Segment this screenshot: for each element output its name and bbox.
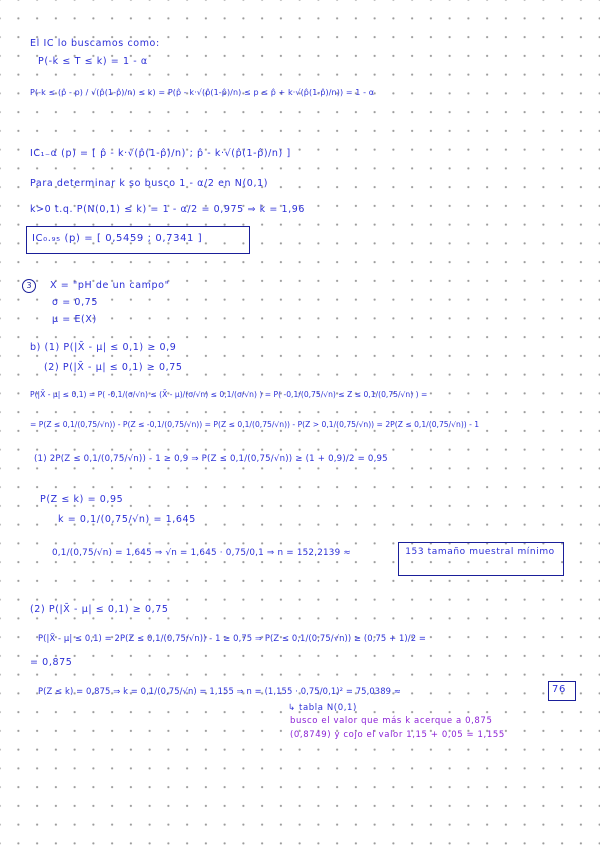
k-equals-1645: k = 0,1/(0,75/√n) = 1,645 xyxy=(58,514,196,525)
case-2-result: 76 xyxy=(552,684,566,695)
determine-k-line: Para determinar k so busco 1 - α/2 en N(0,1) xyxy=(30,178,269,189)
mu-definition: μ = E(X) xyxy=(52,314,97,325)
case-2-equation: P(|X̄ - μ| ≤ 0,1) = 2P(Z ≤ 0,1/(0,75/√n)) - 1 ≥ 0,75 ⇒ P(Z ≤ 0,1/(0,75/√n)) ≥ (0,75 + 1)/2 = xyxy=(38,633,427,643)
condition-1: b) (1) P(|X̄ - μ| ≤ 0,1) ≥ 0,9 xyxy=(30,342,177,353)
case-2-result-prob: = 0,875 xyxy=(30,657,73,668)
ic-result: IC₀.₉₅ (p) = [ 0,5459 ; 0,7341 ] xyxy=(32,233,203,244)
standardization-line: P(|X̄ - μ| ≤ 0,1) = P( -0,1/(σ/√n) ≤ (X̄ - μ)/(σ/√n) ≤ 0,1/(σ/√n) ) = P( -0,1/(0,75/√n) ≤ Z ≤ 0,1/(0,75/√n) ) = xyxy=(30,390,428,399)
case-1-result: 153 tamaño muestral mínimo xyxy=(405,547,555,557)
table-note: ↳ tabla N(0,1) xyxy=(288,703,357,713)
condition-2: (2) P(|X̄ - μ| ≤ 0,1) ≥ 0,75 xyxy=(44,362,183,373)
quantile-095: P(Z ≤ k) = 0,95 xyxy=(40,494,124,505)
k-value-line: k>0 t.q. P(N(0,1) ≤ k) = 1 - α/2 = 0,975 ⇒ k = 1,96 xyxy=(30,204,306,215)
solve-n-case-2: P(Z ≤ k) = 0,875 ⇒ k = 0,1/(0,75/√n) = 1,155 ⇒ n = (1,155 · 0,75/0,1)² = 75,0389 ≈ xyxy=(38,686,401,696)
case-2-title: (2) P(|X̄ - μ| ≤ 0,1) ≥ 0,75 xyxy=(30,604,169,615)
case-1-equation: (1) 2P(Z ≤ 0,1/(0,75/√n)) - 1 ≥ 0,9 ⇒ P(Z ≤ 0,1/(0,75/√n)) ≥ (1 + 0,9)/2 = 0,95 xyxy=(34,454,388,464)
table-explanation-1: busco el valor que más k acerque a 0,875 xyxy=(290,716,493,726)
sigma-value: σ = 0,75 xyxy=(52,297,98,308)
pivot-derivation: P(-k ≤ (p̂ - p) / √(p̂(1-p̂)/n) ≤ k) = P(p̂ - k·√(p̂(1-p̂)/n) ≤ p ≤ p̂ + k·√(p̂(1-p̂)/n)) = 1 - α xyxy=(30,88,375,97)
prob-definition: P(-k ≤ T ≤ k) = 1 - α xyxy=(38,56,148,67)
exercise-number: 3 xyxy=(22,279,36,293)
solve-n-case-1: 0,1/(0,75/√n) = 1,645 ⇒ √n = 1,645 · 0,75/0,1 ⇒ n = 152,2139 ≈ xyxy=(52,548,351,558)
variable-definition: X = "pH de un campo" xyxy=(50,280,170,291)
ic-formula: IC₁₋α (p) = [ p̂ - k·√(p̂(1-p̂)/n) ; p̂ - k·√(p̂(1-p̂)/n) ] xyxy=(30,148,291,159)
intro-line: El IC lo buscamos como: xyxy=(30,38,160,49)
symmetry-line: = P(Z ≤ 0,1/(0,75/√n)) - P(Z ≤ -0,1/(0,75/√n)) = P(Z ≤ 0,1/(0,75/√n)) - P(Z > 0,1/(0,75/√n)) = 2P(Z ≤ 0,1/(0,75/√n)) - 1 xyxy=(30,420,480,429)
table-explanation-2: (0,8749) y cojo el valor 1,15 + 0,05 = 1,155 xyxy=(290,730,505,740)
